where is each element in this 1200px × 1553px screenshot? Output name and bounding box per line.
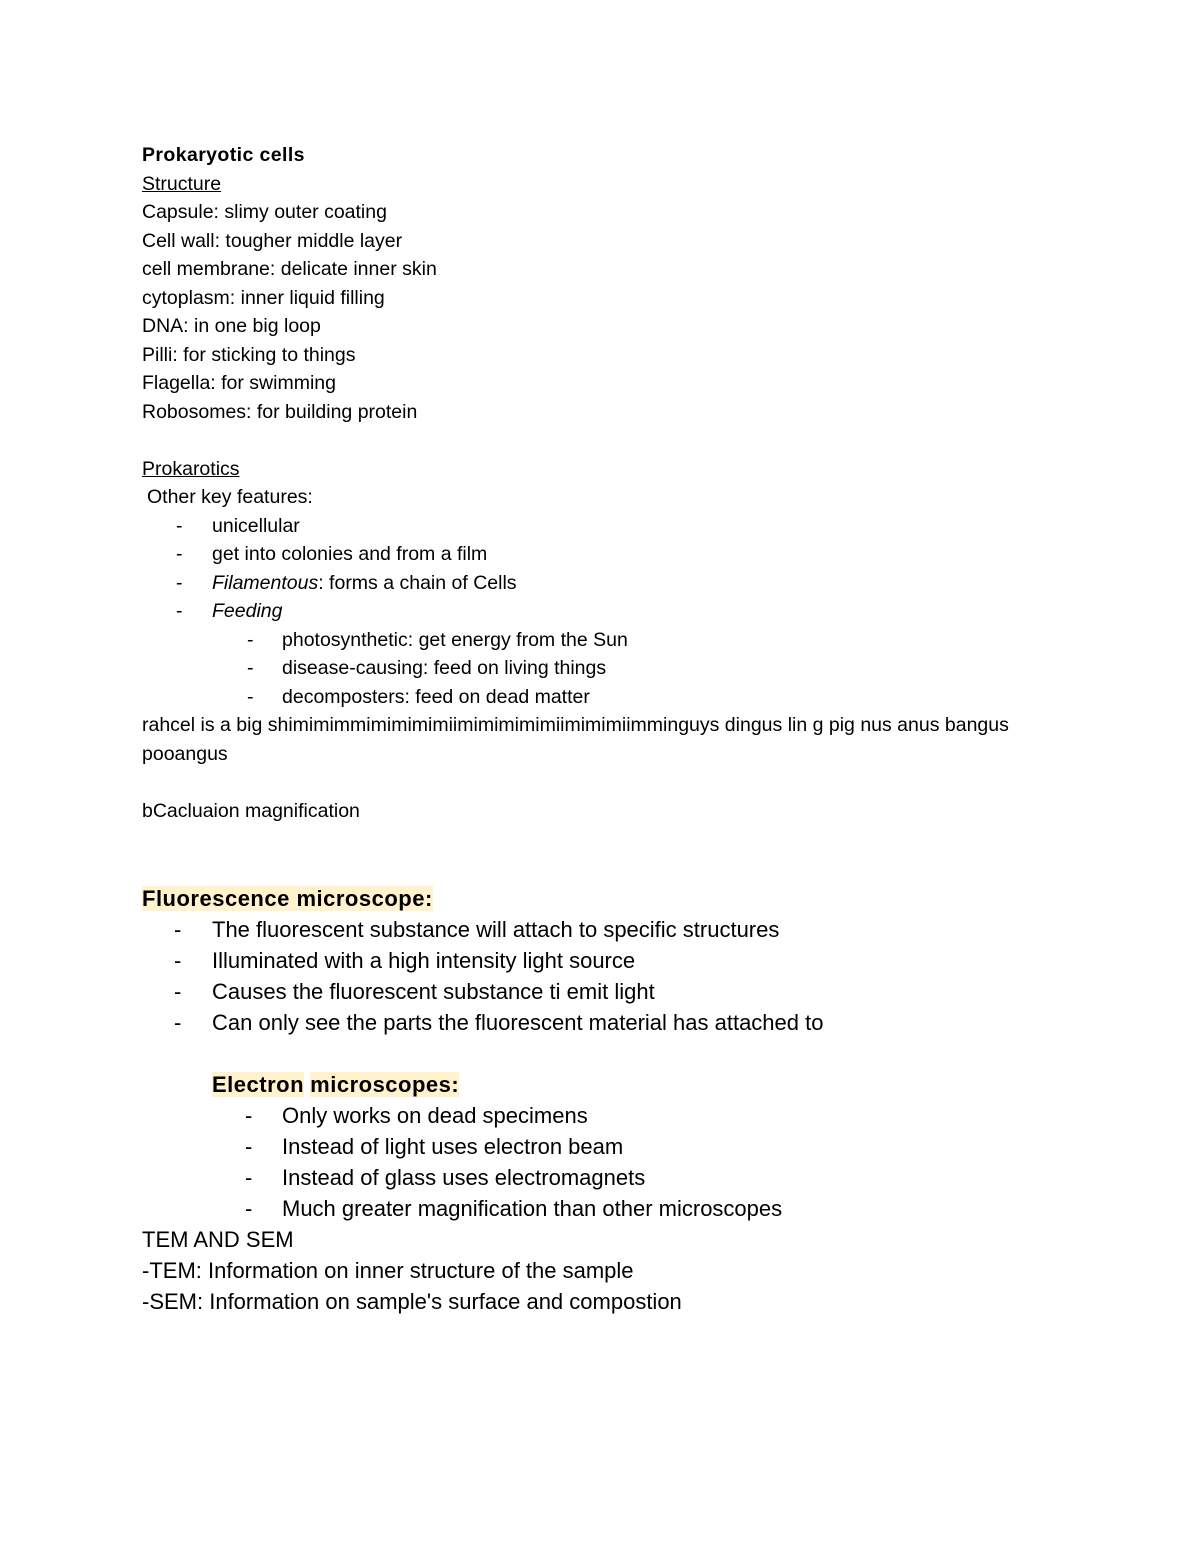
- bullet-text: disease-causing: feed on living things: [282, 657, 607, 679]
- bullet-text: Instead of glass uses electromagnets: [282, 1165, 646, 1190]
- tem-line: -TEM: Information on inner structure of the sample: [142, 1258, 634, 1283]
- structure-item: Robosomes: for building protein: [142, 400, 418, 423]
- bullet-item: [142, 512, 1062, 541]
- structure-item: cell membrane: delicate inner skin: [142, 258, 437, 280]
- bullet-item: [142, 945, 1062, 976]
- bullet-item: [142, 540, 1062, 569]
- bullet-term: Feeding: [212, 600, 283, 622]
- bullet-dash: -: [245, 1196, 253, 1221]
- structure-item: Cell wall: tougher middle layer: [142, 229, 403, 252]
- sem-line: -SEM: Information on sample's surface and compostion: [142, 1289, 682, 1314]
- bullet-item: [142, 914, 1062, 945]
- sub-bullet-item: [142, 626, 1062, 655]
- bullet-text: The fluorescent substance will attach to specific structures: [212, 917, 780, 942]
- prokarotics-heading: Prokarotics: [142, 457, 240, 480]
- fluorescence-heading-line: [142, 883, 1062, 914]
- spacer: [142, 825, 1062, 883]
- sub-bullet-item: [142, 1131, 1062, 1162]
- bullet-text: : forms a chain of Cells: [318, 571, 517, 594]
- bullet-text: unicellular: [212, 514, 300, 537]
- sub-bullet-item: [142, 1100, 1062, 1131]
- bullet-text: Can only see the parts the fluorescent material has attached to: [212, 1010, 824, 1035]
- bullet-item: [142, 1007, 1062, 1038]
- fluorescence-heading: Fluorescence microscope:: [142, 886, 433, 911]
- bullet-dash: -: [247, 685, 254, 708]
- document-body: [142, 141, 1062, 1317]
- bullet-dash: -: [176, 571, 183, 594]
- other-features-label: Other key features:: [147, 486, 313, 508]
- bullet-item: [142, 597, 1062, 626]
- structure-item: Pilli: for sticking to things: [142, 343, 356, 366]
- bullet-text: Much greater magnification than other microscopes: [282, 1196, 783, 1221]
- bullet-dash: -: [245, 1165, 253, 1190]
- bullet-dash: -: [174, 979, 182, 1004]
- section-title: Prokaryotic cells: [142, 144, 305, 166]
- bullet-dash: -: [174, 917, 182, 942]
- bullet-text: get into colonies and from a film: [212, 543, 488, 565]
- bullet-dash: -: [245, 1103, 253, 1128]
- sub-bullet-item: [142, 683, 1062, 712]
- bullet-dash: -: [174, 1010, 182, 1035]
- bullet-dash: -: [247, 657, 254, 679]
- structure-item: cytoplasm: inner liquid filling: [142, 286, 385, 309]
- electron-heading-word: microscopes:: [310, 1072, 460, 1097]
- bullet-text: photosynthetic: get energy from the Sun: [282, 628, 628, 651]
- structure-item: Flagella: for swimming: [142, 372, 336, 394]
- bullet-dash: -: [176, 514, 183, 537]
- structure-item: DNA: in one big loop: [142, 315, 321, 337]
- electron-heading-line: [142, 1069, 1062, 1100]
- tem-sem-heading: TEM AND SEM: [142, 1227, 294, 1252]
- spacer: [142, 768, 1062, 797]
- sub-bullet-item: [142, 1162, 1062, 1193]
- bullet-dash: -: [245, 1134, 253, 1159]
- bullet-dash: -: [247, 628, 254, 651]
- bullet-dash: -: [174, 948, 182, 973]
- structure-heading: Structure: [142, 172, 222, 195]
- free-text-line: rahcel is a big shimimimmimimimimiimimimimimiimimimiimminguys dingus lin g pig nus anus bangus pooangus: [142, 714, 1009, 765]
- spacer: [142, 426, 1062, 455]
- sub-bullet-item: [142, 1193, 1062, 1224]
- bullet-text: Only works on dead specimens: [282, 1103, 588, 1128]
- bullet-item: [142, 976, 1062, 1007]
- bullet-text: decomposters: feed on dead matter: [282, 685, 590, 708]
- free-text-line: bCacluaion magnification: [142, 799, 360, 822]
- sub-bullet-item: [142, 654, 1062, 683]
- bullet-item: [142, 569, 1062, 598]
- bullet-text: Instead of light uses electron beam: [282, 1134, 624, 1159]
- structure-item: Capsule: slimy outer coating: [142, 201, 387, 223]
- bullet-dash: -: [176, 600, 183, 622]
- bullet-dash: -: [176, 543, 183, 565]
- bullet-text: Causes the fluorescent substance ti emit light: [212, 979, 655, 1004]
- bullet-text: Illuminated with a high intensity light source: [212, 948, 636, 973]
- electron-heading-word: Electron: [212, 1072, 305, 1097]
- bullet-term: Filamentous: [212, 571, 319, 594]
